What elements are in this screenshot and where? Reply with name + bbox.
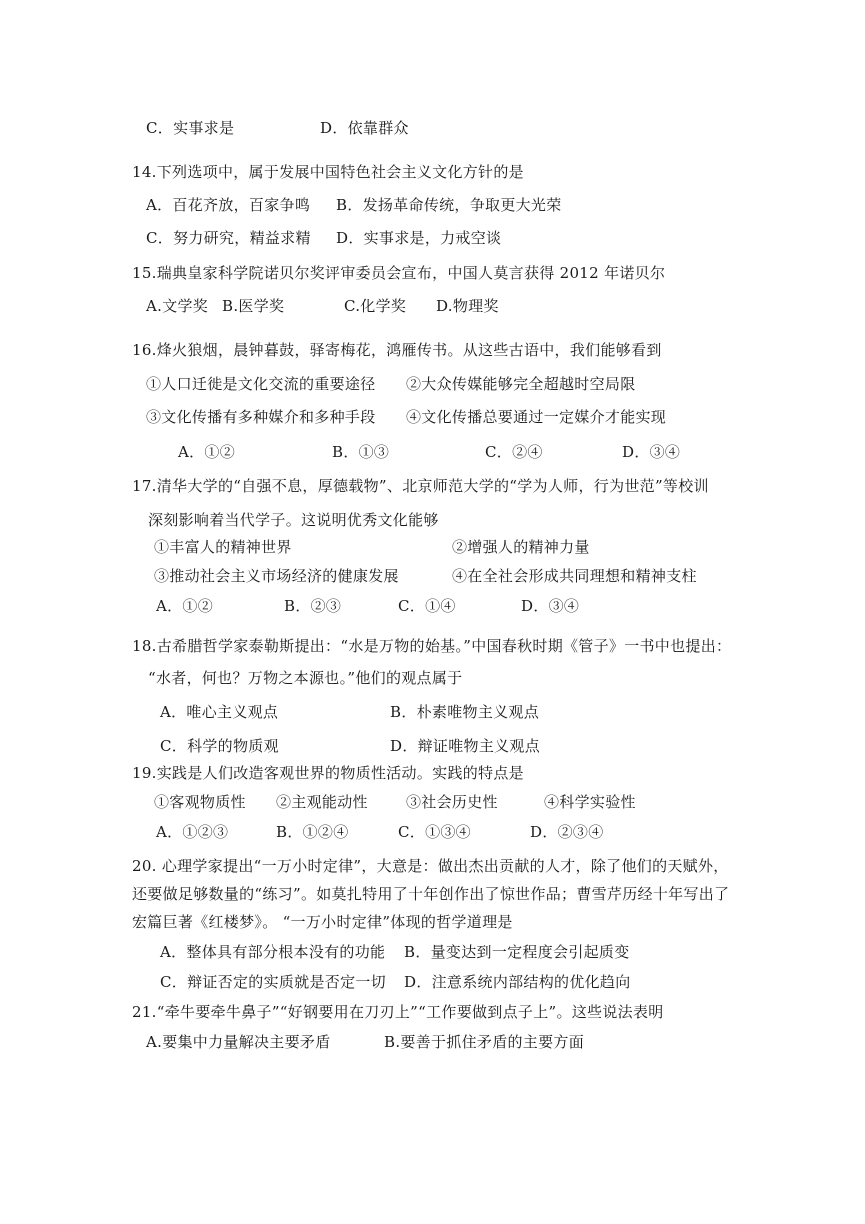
question-15: 15.瑞典皇家科学院诺贝尔奖评审委员会宣布，中国人莫言获得 2012 年诺贝尔	[132, 264, 666, 282]
question-20-line-1: 20. 心理学家提出“一万小时定律”，大意是：做出杰出贡献的人才，除了他们的天赋外，	[132, 857, 729, 875]
q17-option-a: A．①②	[156, 597, 214, 615]
q19-statement-3: ③社会历史性	[406, 793, 498, 811]
question-19: 19.实践是人们改造客观世界的物质性活动。实践的特点是	[132, 764, 524, 782]
q16-option-b: B．①③	[332, 443, 390, 461]
q19-option-d: D．②③④	[530, 823, 604, 841]
q17-option-b: B．②③	[284, 597, 342, 615]
question-20-line-2: 还要做足够数量的“练习”。如莫扎特用了十年创作出了惊世作品；曹雪芹历经十年写出了	[132, 885, 730, 903]
q15-option-c: C.化学奖	[344, 297, 407, 315]
q18-option-a: A．唯心主义观点	[160, 703, 279, 721]
q20-option-d: D．注意系统内部结构的优化趋向	[404, 973, 631, 991]
q20-option-a: A．整体具有部分根本没有的功能	[160, 943, 386, 961]
q13-option-c: C．实事求是	[146, 119, 235, 137]
question-17-line-1: 17.清华大学的“自强不息，厚德载物”、北京师范大学的“学为人师，行为世范”等校训	[132, 477, 709, 495]
q16-statement-4: ④文化传播总要通过一定媒介才能实现	[406, 408, 667, 426]
question-21: 21.“牵牛要牵牛鼻子”“好钢要用在刀刃上”“工作要做到点子上”。这些说法表明	[132, 1003, 664, 1021]
q18-option-c: C．科学的物质观	[160, 737, 279, 755]
q21-option-b: B.要善于抓住矛盾的主要方面	[384, 1033, 584, 1051]
q19-option-c: C．①③④	[398, 823, 471, 841]
q16-statement-1: ①人口迁徙是文化交流的重要途径	[146, 375, 376, 393]
q16-option-d: D．③④	[622, 443, 681, 461]
q18-option-d: D．辩证唯物主义观点	[390, 737, 541, 755]
q17-statement-2: ②增强人的精神力量	[452, 538, 590, 556]
q17-statement-4: ④在全社会形成共同理想和精神支柱	[452, 567, 697, 585]
q16-statement-3: ③文化传播有多种媒介和多种手段	[146, 408, 376, 426]
q14-option-c: C．努力研究，精益求精	[146, 229, 311, 247]
q17-option-c: C．①④	[398, 597, 456, 615]
question-18-line-1: 18.古希腊哲学家泰勒斯提出：“水是万物的始基。”中国春秋时期《管子》一书中也提出：	[132, 637, 732, 655]
question-20-line-3: 宏篇巨著《红楼梦》。 “一万小时定律”体现的哲学道理是	[132, 913, 513, 931]
q15-option-b: B.医学奖	[222, 297, 285, 315]
q20-option-b: B．量变达到一定程度会引起质变	[404, 943, 630, 961]
q19-statement-1: ①客观物质性	[154, 793, 246, 811]
q21-option-a: A.要集中力量解决主要矛盾	[146, 1033, 331, 1051]
question-14: 14.下列选项中，属于发展中国特色社会主义文化方针的是	[132, 163, 524, 181]
q17-statement-1: ①丰富人的精神世界	[154, 538, 292, 556]
q16-option-c: C．②④	[485, 443, 543, 461]
question-18-line-2: “水者，何也？万物之本源也。”他们的观点属于	[148, 669, 463, 687]
q16-option-a: A．①②	[178, 443, 236, 461]
q14-option-b: B．发扬革命传统，争取更大光荣	[336, 196, 562, 214]
q15-option-a: A.文学奖	[146, 297, 209, 315]
q15-option-d: D.物理奖	[436, 297, 499, 315]
q18-option-b: B．朴素唯物主义观点	[390, 703, 540, 721]
q19-statement-4: ④科学实验性	[544, 793, 636, 811]
q13-option-d: D．依靠群众	[320, 119, 409, 137]
q17-statement-3: ③推动社会主义市场经济的健康发展	[154, 567, 399, 585]
q17-option-d: D．③④	[521, 597, 580, 615]
q19-option-a: A．①②③	[156, 823, 229, 841]
question-16: 16.烽火狼烟，晨钟暮鼓，驿寄梅花，鸿雁传书。从这些古语中，我们能够看到	[132, 341, 662, 359]
q16-statement-2: ②大众传媒能够完全超越时空局限	[406, 375, 636, 393]
q19-option-b: B．①②④	[276, 823, 349, 841]
q20-option-c: C．辩证否定的实质就是否定一切	[160, 973, 386, 991]
q19-statement-2: ②主观能动性	[276, 793, 368, 811]
q14-option-d: D．实事求是，力戒空谈	[336, 229, 502, 247]
question-17-line-2: 深刻影响着当代学子。这说明优秀文化能够	[148, 511, 439, 529]
q14-option-a: A．百花齐放，百家争鸣	[146, 196, 311, 214]
